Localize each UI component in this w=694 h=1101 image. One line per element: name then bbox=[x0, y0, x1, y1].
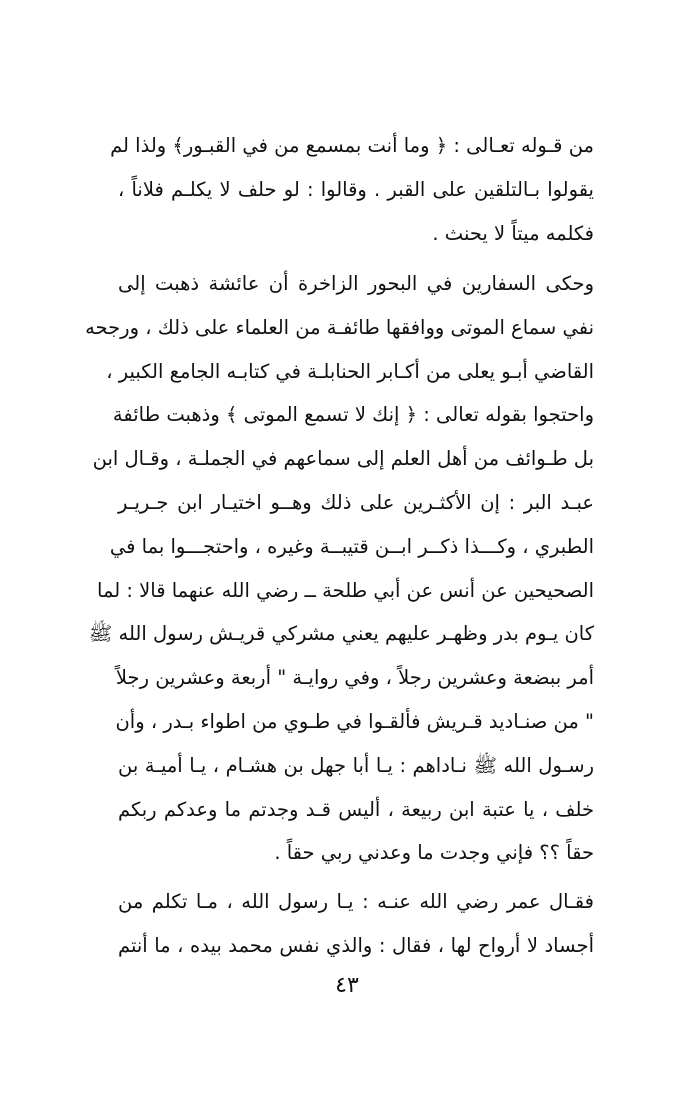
text-line: خلف ، يا عتبة ابن ربيعة ، أليس قـد وجدتم ما وعدكم ربكم bbox=[118, 798, 594, 821]
text-line: بل طـوائف من أهل العلم إلى سماعهم في الجملـة ، وقـال ابن bbox=[92, 447, 594, 470]
text-line: الطبري ، وكـــذا ذكــر ابــن قتيبــة وغيره ، واحتجـــوا بما في bbox=[109, 535, 594, 558]
text-line: رسـول الله ﷺ نـاداهم : يـا أبا جهل بن هشـام ، يـا أميـة بن bbox=[118, 754, 594, 777]
text-line: عبـد البر : إن الأكثـرين على ذلك وهــو اختيـار ابن جـريـر bbox=[118, 491, 594, 514]
text-line: فقـال عمر رضي الله عنـه : يـا رسول الله ، مـا تكلم من bbox=[118, 890, 594, 913]
text-line: القاضي أبـو يعلى من أكـابر الحنابلـة في كتابـه الجامع الكبير ، bbox=[106, 360, 594, 383]
page-number: ٤٣ bbox=[335, 973, 359, 998]
text-line: من قـوله تعـالى : ﴿ وما أنت بمسمع من في القبـور﴾ ولذا لم bbox=[110, 134, 594, 157]
text-line: أمر ببضعة وعشرين رجلاً ، وفي روايـة " أربعة وعشرين رجلاً bbox=[115, 666, 594, 689]
text-line: يقولوا بـالتلقين على القبر . وقالوا : لو حلف لا يكلـم فلاناً ، bbox=[118, 178, 594, 201]
text-line: واحتجوا بقوله تعالى : ﴿ إنك لا تسمع الموتى ﴾ وذهبت طائفة bbox=[112, 403, 594, 426]
text-line: " من صنـاديد قـريش فألقـوا في طـوي من اطواء بـدر ، وأن bbox=[115, 710, 594, 733]
text-line: وحكى السفارين في البحور الزاخرة أن عائشة ذهبت إلى bbox=[118, 272, 594, 295]
text-line: الصحيحين عن أنس عن أبي طلحة ــ رضي الله عنهما قالا : لما bbox=[97, 579, 594, 602]
text-line: نفي سماع الموتى ووافقها طائفـة من العلماء على ذلك ، ورجحه bbox=[85, 316, 594, 339]
text-line: فكلمه ميتاً لا يحنث . bbox=[432, 222, 594, 245]
text-line: أجساد لا أرواح لها ، فقال : والذي نفس محمد بيده ، ما أنتم bbox=[118, 934, 594, 957]
text-line: كان يـوم بدر وظهـر عليهم يعني مشركي قريـش رسول الله ﷺ bbox=[88, 622, 594, 645]
text-line: حقاً ؟؟ فإني وجدت ما وعدني ربي حقاً . bbox=[274, 841, 594, 864]
